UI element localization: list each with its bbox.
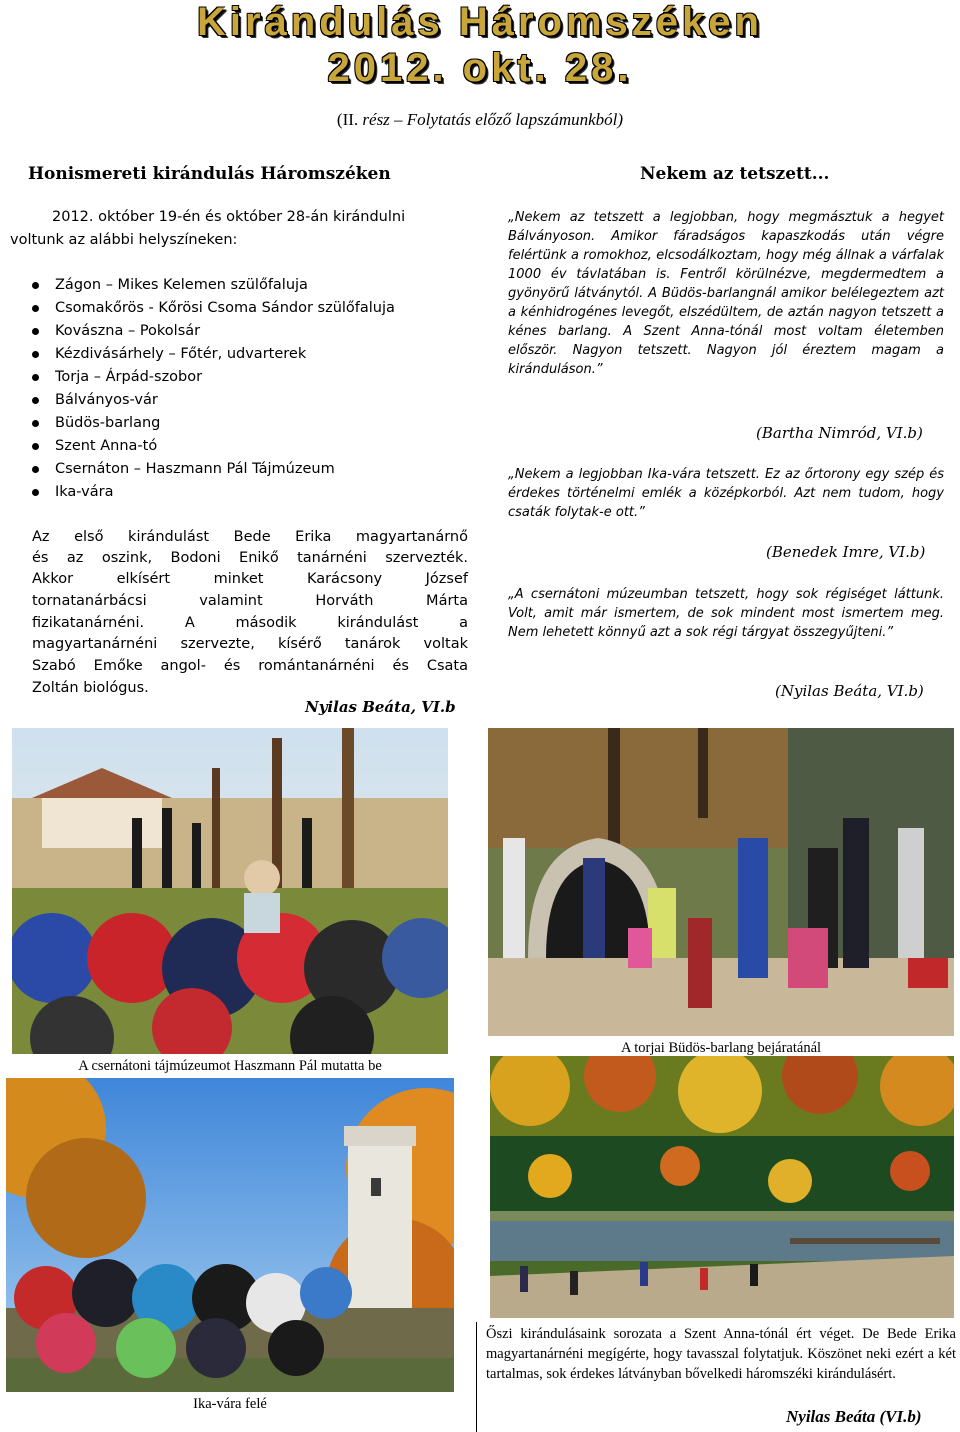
quote-author: (Benedek Imre, VI.b) — [766, 543, 926, 561]
list-item: Büdös-barlang — [10, 412, 480, 435]
subtitle — [0, 110, 960, 130]
left-para-line: és az oszink, Bodoni Enikő tanárnéni szervezték. — [32, 550, 468, 566]
left-intro-line1: 2012. október 19-én és október 28-án kirándulni — [52, 209, 406, 225]
quote-text: „A csernátoni múzeumban tetszett, hogy sok régiséget láttunk. Volt, amit már ismertem, de sok mindent most ismertem meg. Nem lehetett könnyű azt a sok régi tárgyat összegyűjteni.” — [508, 587, 944, 640]
closing-paragraph: Őszi kirándulásaink sorozata a Szent Anna-tónál ért véget. De Bede Erika magyartanárnéni megígérte, hogy tavasszal folytatjuk. Köszönet neki ezért a két tartalmas, sok érdekes látványban bővelkedi háromszéki kirándulásért. — [486, 1326, 956, 1382]
list-item: Zágon – Mikes Kelemen szülőfaluja — [10, 274, 480, 297]
tower-caption: Ika-vára felé — [193, 1396, 267, 1412]
subtitle-roman: (II. — [336, 110, 359, 129]
museum-caption: A csernátoni tájmúzeumot Haszmann Pál mutatta be — [78, 1058, 382, 1074]
quote-author: (Nyilas Beáta, VI.b) — [775, 682, 924, 700]
left-intro-line2: voltunk az alábbi helyszíneken: — [10, 232, 238, 248]
museum-photo — [12, 728, 448, 1054]
tower-photo — [6, 1078, 454, 1392]
left-para-line: fizikatanárnéni. A második kirándulást a — [32, 615, 468, 631]
page-date-title: 2012. okt. 28. — [327, 46, 633, 90]
subtitle-italic: rész – Folytatás előző lapszámunkból) — [362, 110, 624, 129]
left-para-line: Az első kirándulást Bede Erika magyartanárnő — [32, 529, 468, 545]
left-article-heading: Honismereti kirándulás Háromszéken — [28, 164, 391, 184]
left-signature: Nyilas Beáta, VI.b — [305, 698, 456, 716]
left-para-line: magyartanárnéni szervezte, kísérő tanárok voltak — [32, 636, 468, 652]
left-para-line: Zoltán biológus. — [32, 680, 149, 696]
right-article-heading: Nekem az tetszett... — [640, 164, 830, 184]
list-item: Kovászna – Pokolsár — [10, 320, 480, 343]
places-list — [10, 274, 480, 504]
list-item: Csomakőrös - Kőrösi Csoma Sándor szülőfaluja — [10, 297, 480, 320]
cave-photo — [488, 728, 954, 1036]
list-item: Torja – Árpád-szobor — [10, 366, 480, 389]
list-item: Szent Anna-tó — [10, 435, 480, 458]
cave-caption: A torjai Büdös-barlang bejáratánál — [620, 1040, 822, 1056]
column-divider — [476, 1322, 477, 1432]
page-title: Kirándulás Háromszéken — [197, 0, 763, 44]
left-para-line: Akkor elkísért minket Karácsony József — [32, 571, 468, 587]
list-item: Ika-vára — [10, 481, 480, 504]
lake-photo — [490, 1056, 954, 1318]
list-item: Bálványos-vár — [10, 389, 480, 412]
list-item: Kézdivásárhely – Főtér, udvarterek — [10, 343, 480, 366]
quote-text: „Nekem az tetszett a legjobban, hogy megmásztuk a hegyet Bálványoson. Amikor fáradságos kapaszkodás után végre felértünk a romokhoz, elcsodálkoztam, hogy még állnak a várfalak 1000 év távlatában is. Fentről körülnézve, megdermedtem a gyönyörű látványtól. A Büdös-barlangnál amikor belélegeztem azt a kénhidrogénes levegőt, elszédültem, de aztán nagyon tetszett a kénes barlang. A Szent Anna-tónál most voltam életemben először. Nagyon tetszett. Nagyon jól éreztem magam a kiránduláson.” — [508, 210, 944, 377]
left-para-line: tornatanárbácsi valamint Horváth Márta — [32, 593, 468, 609]
quote-text: „Nekem a legjobban Ika-vára tetszett. Ez az őrtorony egy szép és érdekes történelmi emlék a középkorból. Azt nem tudom, hogy csaták folytak-e ott.” — [508, 467, 944, 520]
closing-signature: Nyilas Beáta (VI.b) — [786, 1407, 922, 1426]
left-para-line: Szabó Emőke angol- és romántanárnéni és Csata — [32, 658, 468, 674]
list-item: Csernáton – Haszmann Pál Tájmúzeum — [10, 458, 480, 481]
quote-author: (Bartha Nimród, VI.b) — [756, 424, 923, 442]
